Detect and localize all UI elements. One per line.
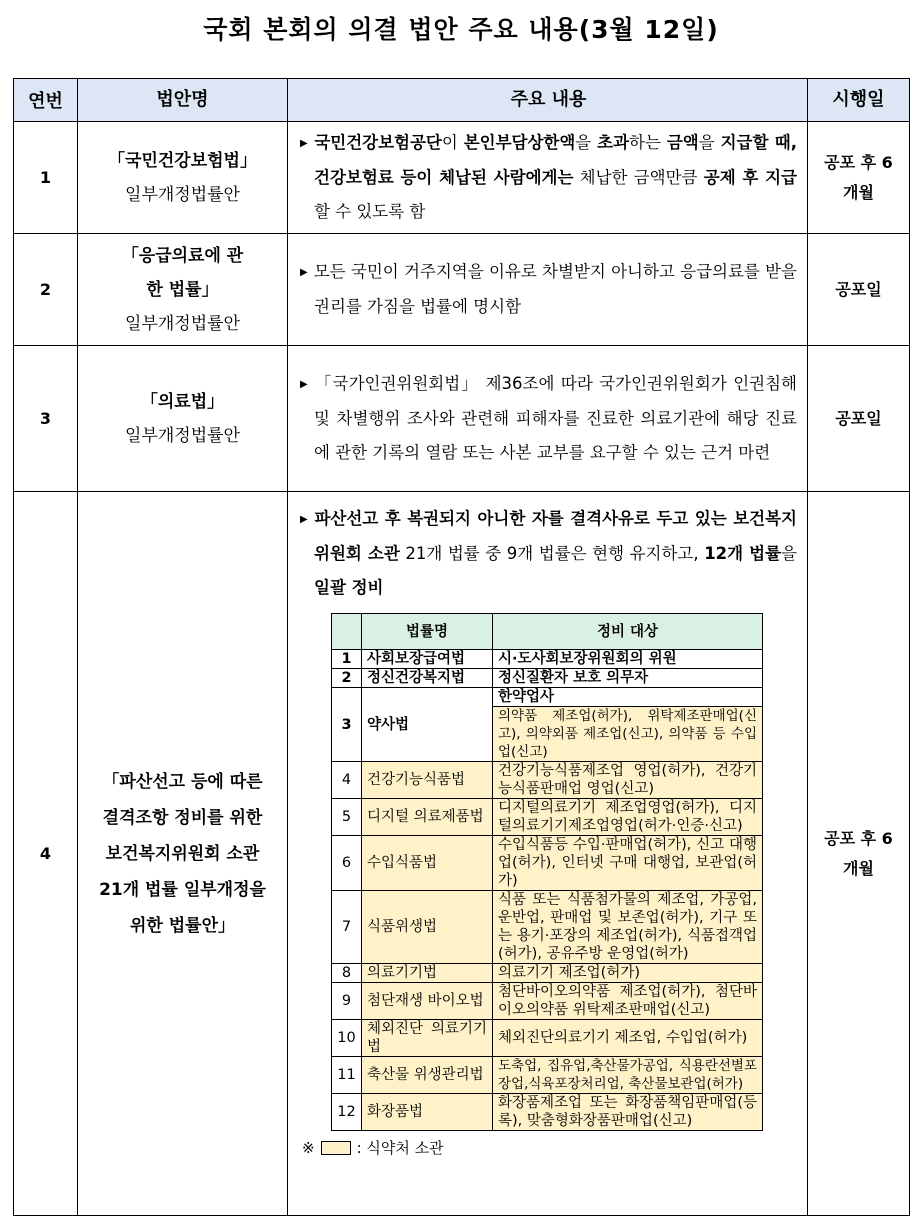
sub-law: 정신건강복지법 — [362, 669, 493, 688]
content-text: 금액 — [666, 133, 699, 152]
bill-name-title: 「국민건강보험법」 — [108, 150, 257, 171]
effective-date-text: 공포 후 6개월 — [824, 152, 893, 202]
sub-no: 3 — [332, 688, 362, 762]
legend-color-swatch — [321, 1141, 351, 1155]
content-text: 체납한 금액만큼 — [573, 168, 704, 187]
content-text: 「국가인권위원회법」 제36조에 따라 국가인권위원회가 인권침해 및 차별행위 조사와 관련해 피해자를 진료한 의료기관에 해당 진료에 관한 기록의 열람 또는 사본 교부를 요구할 수 있는 근거 마련 — [314, 374, 797, 462]
header-content: 주요 내용 — [288, 79, 808, 122]
sub-target: 화장품제조업 또는 화장품책임판매업(등록), 맞춤형화장품판매업(신고) — [493, 1094, 763, 1131]
sub-law: 약사법 — [362, 688, 493, 762]
sub-target: 의약품 제조업(허가), 위탁제조판매업(신고), 의약외품 제조업(신고), 의약품 등 수입업(신고) — [493, 707, 763, 762]
sub-target: 한약업사 — [493, 688, 763, 707]
bill-name — [78, 346, 288, 492]
content-text: 하는 — [629, 133, 667, 152]
header-no: 연번 — [14, 79, 78, 122]
table-row — [14, 346, 910, 492]
sub-no: 2 — [332, 669, 362, 688]
content-text: 일괄 정비 — [314, 578, 384, 597]
sub-no: 10 — [332, 1020, 362, 1057]
sub-target: 체외진단의료기기 제조업, 수입업(허가) — [493, 1020, 763, 1057]
sub-target: 식품 또는 식품첨가물의 제조업, 가공업, 운반업, 판매업 및 보존업(허가), 기구 또는 용기·포장의 제조업(허가), 식품접객업(허가), 공유주방 운영업(허가) — [493, 891, 763, 964]
subtable-row — [332, 983, 763, 1020]
content-text: 12개 법률 — [704, 544, 782, 563]
bill-name-sub: 일부개정법률안 — [125, 313, 240, 334]
sub-law: 식품위생법 — [362, 891, 493, 964]
header-effective-date: 시행일 — [808, 79, 910, 122]
bill-name-title: 「파산선고 등에 따른 결격조항 정비를 위한 보건복지위원회 소관 21개 법률 일부개정을 위한 법률안」 — [99, 771, 266, 936]
bill-name-sub: 일부개정법률안 — [125, 184, 240, 205]
content-text: 할 수 있도록 함 — [314, 202, 426, 221]
sub-no: 5 — [332, 799, 362, 836]
sub-no: 6 — [332, 836, 362, 891]
content-text: 모든 국민이 거주지역을 이유로 차별받지 아니하고 응급의료를 받을 권리를 가짐을 법률에 명시함 — [313, 262, 797, 316]
content-text: 파산선고 후 복권되지 아니한 자를 결격사유로 두고 있는 보건복지위원회 소관 — [314, 509, 797, 563]
subtable-row — [332, 762, 763, 799]
table-row — [14, 492, 910, 1216]
subtable-row — [332, 836, 763, 891]
effective-date — [808, 122, 910, 234]
sub-law: 디지털 의료제품법 — [362, 799, 493, 836]
bill-name-title: 「의료법」 — [140, 391, 225, 412]
subtable-row — [332, 650, 763, 669]
sub-no: 8 — [332, 964, 362, 983]
page-title: 국회 본회의 의결 법안 주요 내용(3월 12일) — [203, 15, 719, 44]
sub-no: 4 — [332, 762, 362, 799]
bill-content — [288, 492, 808, 1216]
subtable-row — [332, 799, 763, 836]
content-text: 지급할 때, 건강보험료 등이 체납된 사람에게는 — [314, 133, 797, 187]
bill-name-sub: 일부개정법률안 — [125, 425, 240, 446]
subheader-law: 법률명 — [362, 614, 493, 650]
subtable-row — [332, 1020, 763, 1057]
content-text: 을 — [698, 133, 721, 152]
bill-name — [78, 492, 288, 1216]
sub-target: 첨단바이오의약품 제조업(허가), 첨단바이오의약품 위탁제조판매업(신고) — [493, 983, 763, 1020]
sub-law: 수입식품법 — [362, 836, 493, 891]
table-header-row — [14, 79, 910, 122]
subheader-target: 정비 대상 — [493, 614, 763, 650]
content-text: 공제 후 지급 — [703, 168, 797, 187]
sub-target: 정신질환자 보호 의무자 — [493, 669, 763, 688]
bill-content — [288, 234, 808, 346]
effective-date: 공포일 — [808, 234, 910, 346]
sub-no: 11 — [332, 1057, 362, 1094]
bills-table — [13, 78, 910, 1216]
subtable-row — [332, 1057, 763, 1094]
reference-mark-icon: ※ — [302, 1139, 315, 1157]
subtable-row — [332, 669, 763, 688]
row-no: 3 — [14, 346, 78, 492]
subtable-header-row — [332, 614, 763, 650]
sub-law: 의료기기법 — [362, 964, 493, 983]
content-text: 본인부담상한액 — [463, 133, 576, 152]
triangle-bullet-icon: ▶ — [300, 379, 309, 390]
subheader-no — [332, 614, 362, 650]
sub-law: 건강기능식품법 — [362, 762, 493, 799]
law-subtable — [331, 613, 763, 1131]
subtable-row — [332, 964, 763, 983]
sub-target: 도축업, 집유업,축산물가공업, 식용란선별포장업,식육포장처리업, 축산물보관업(허가) — [493, 1057, 763, 1094]
subtable-row — [332, 688, 763, 707]
triangle-bullet-icon: ▶ — [300, 138, 309, 149]
sub-law: 체외진단 의료기기법 — [362, 1020, 493, 1057]
sub-no: 7 — [332, 891, 362, 964]
subtable-row — [332, 1094, 763, 1131]
content-text: 이 — [441, 133, 464, 152]
effective-date-text: 공포 후 6개월 — [824, 828, 893, 878]
sub-target: 건강기능식품제조업 영업(허가), 건강기능식품판매업 영업(신고) — [493, 762, 763, 799]
legend — [302, 1137, 797, 1159]
table-row — [14, 234, 910, 346]
table-row — [14, 122, 910, 234]
header-bill-name: 법안명 — [78, 79, 288, 122]
sub-law: 화장품법 — [362, 1094, 493, 1131]
sub-law: 축산물 위생관리법 — [362, 1057, 493, 1094]
legend-text: : 식약처 소관 — [356, 1139, 444, 1157]
sub-target: 시·도사회보장위원회의 위원 — [493, 650, 763, 669]
sub-target: 디지털의료기기 제조업영업(허가), 디지털의료기기제조업영업(허가·인증·신고) — [493, 799, 763, 836]
sub-no: 1 — [332, 650, 362, 669]
sub-law: 사회보장급여법 — [362, 650, 493, 669]
sub-no: 9 — [332, 983, 362, 1020]
subtable-row — [332, 891, 763, 964]
content-text: 국민건강보험공단 — [314, 133, 442, 152]
content-text: 을 — [575, 133, 598, 152]
triangle-bullet-icon: ▶ — [300, 267, 308, 278]
sub-target: 의료기기 제조업(허가) — [493, 964, 763, 983]
triangle-bullet-icon: ▶ — [300, 514, 309, 525]
content-text: 21개 법률 중 9개 법률은 현행 유지하고, — [399, 544, 705, 563]
sub-law: 첨단재생 바이오법 — [362, 983, 493, 1020]
effective-date — [808, 492, 910, 1216]
effective-date: 공포일 — [808, 346, 910, 492]
row-no: 1 — [14, 122, 78, 234]
bill-content — [288, 346, 808, 492]
content-text: 을 — [781, 544, 797, 563]
row-no: 4 — [14, 492, 78, 1216]
bill-name — [78, 122, 288, 234]
content-text: 초과 — [597, 133, 630, 152]
sub-target: 수입식품등 수입·판매업(허가), 신고 대행업(허가), 인터넷 구매 대행업, 보관업(허가) — [493, 836, 763, 891]
bill-content — [288, 122, 808, 234]
bill-name-title: 「응급의료에 관한 법률」 — [121, 245, 244, 300]
bill-name — [78, 234, 288, 346]
row-no: 2 — [14, 234, 78, 346]
sub-no: 12 — [332, 1094, 362, 1131]
